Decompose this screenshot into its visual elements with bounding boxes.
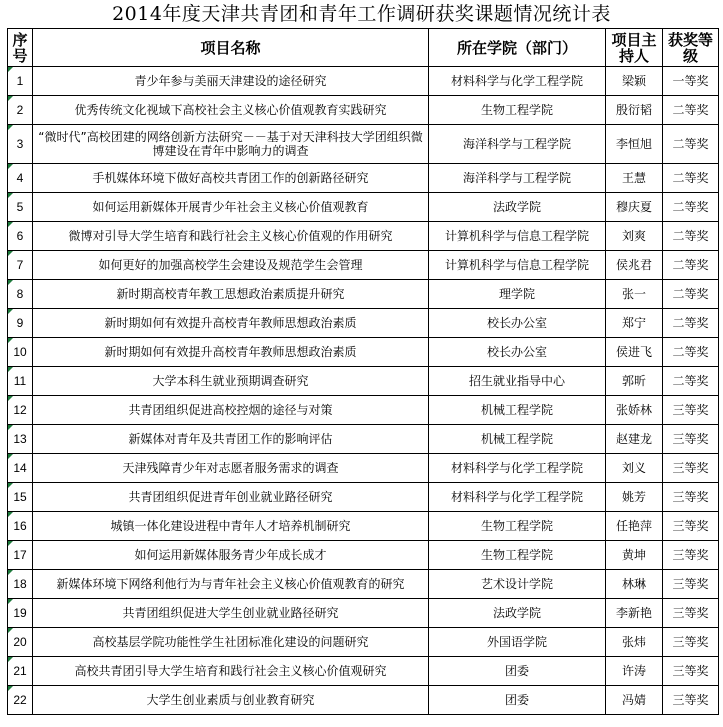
header-award-level[interactable]: 获奖等级 bbox=[663, 29, 719, 67]
cell-host[interactable]: 黄坤 bbox=[606, 541, 663, 570]
cell-project-name[interactable]: 共青团组织促进高校控烟的途径与对策 bbox=[33, 396, 429, 425]
cell-host[interactable]: 张一 bbox=[606, 280, 663, 309]
table-row bbox=[8, 309, 719, 338]
table-row bbox=[8, 396, 719, 425]
cell-school[interactable]: 外国语学院 bbox=[429, 628, 606, 657]
cell-project-name[interactable]: 如何运用新媒体开展青少年社会主义核心价值观教育 bbox=[33, 193, 429, 222]
cell-project-name[interactable]: 新时期如何有效提升高校青年教师思想政治素质 bbox=[33, 309, 429, 338]
cell-host[interactable]: 穆庆夏 bbox=[606, 193, 663, 222]
cell-award-level[interactable]: 二等奖 bbox=[663, 125, 719, 164]
cell-school[interactable]: 生物工程学院 bbox=[429, 96, 606, 125]
table-row bbox=[8, 251, 719, 280]
cell-award-level[interactable]: 三等奖 bbox=[663, 512, 719, 541]
cell-school[interactable]: 生物工程学院 bbox=[429, 512, 606, 541]
cell-index[interactable]: 16 bbox=[8, 512, 33, 541]
cell-award-level[interactable]: 三等奖 bbox=[663, 686, 719, 715]
cell-host[interactable]: 王慧 bbox=[606, 164, 663, 193]
cell-index[interactable]: 9 bbox=[8, 309, 33, 338]
cell-school[interactable]: 理学院 bbox=[429, 280, 606, 309]
cell-host[interactable]: 赵建龙 bbox=[606, 425, 663, 454]
cell-school[interactable]: 机械工程学院 bbox=[429, 396, 606, 425]
cell-index[interactable]: 11 bbox=[8, 367, 33, 396]
cell-award-level[interactable]: 一等奖 bbox=[663, 67, 719, 96]
cell-school[interactable]: 海洋科学与工程学院 bbox=[429, 125, 606, 164]
table-row bbox=[8, 96, 719, 125]
table-row bbox=[8, 67, 719, 96]
cell-project-name[interactable]: 共青团组织促进青年创业就业路径研究 bbox=[33, 483, 429, 512]
table-row bbox=[8, 164, 719, 193]
cell-index[interactable]: 19 bbox=[8, 599, 33, 628]
cell-school[interactable]: 计算机科学与信息工程学院 bbox=[429, 251, 606, 280]
cell-index[interactable]: 12 bbox=[8, 396, 33, 425]
cell-school[interactable]: 机械工程学院 bbox=[429, 425, 606, 454]
cell-award-level[interactable]: 三等奖 bbox=[663, 541, 719, 570]
cell-index[interactable]: 17 bbox=[8, 541, 33, 570]
cell-award-level[interactable]: 二等奖 bbox=[663, 251, 719, 280]
cell-index[interactable]: 14 bbox=[8, 454, 33, 483]
cell-project-name[interactable]: 新时期如何有效提升高校青年教师思想政治素质 bbox=[33, 338, 429, 367]
cell-index[interactable]: 15 bbox=[8, 483, 33, 512]
cell-award-level[interactable]: 三等奖 bbox=[663, 454, 719, 483]
cell-award-level[interactable]: 二等奖 bbox=[663, 96, 719, 125]
cell-host[interactable]: 冯婧 bbox=[606, 686, 663, 715]
cell-host[interactable]: 梁颖 bbox=[606, 67, 663, 96]
table-row bbox=[8, 454, 719, 483]
cell-school[interactable]: 校长办公室 bbox=[429, 338, 606, 367]
cell-school[interactable]: 材料科学与化学工程学院 bbox=[429, 67, 606, 96]
cell-index[interactable]: 21 bbox=[8, 657, 33, 686]
table-row bbox=[8, 425, 719, 454]
cell-index[interactable]: 22 bbox=[8, 686, 33, 715]
cell-school[interactable]: 材料科学与化学工程学院 bbox=[429, 454, 606, 483]
cell-school[interactable]: 招生就业指导中心 bbox=[429, 367, 606, 396]
cell-project-name[interactable]: 新媒体对青年及共青团工作的影响评估 bbox=[33, 425, 429, 454]
cell-index[interactable]: 2 bbox=[8, 96, 33, 125]
cell-host[interactable]: 李新艳 bbox=[606, 599, 663, 628]
cell-school[interactable]: 法政学院 bbox=[429, 193, 606, 222]
cell-project-name[interactable]: 如何更好的加强高校学生会建设及规范学生会管理 bbox=[33, 251, 429, 280]
table-row bbox=[8, 280, 719, 309]
cell-index[interactable]: 7 bbox=[8, 251, 33, 280]
cell-award-level[interactable]: 二等奖 bbox=[663, 338, 719, 367]
cell-project-name[interactable]: 如何运用新媒体服务青少年成长成才 bbox=[33, 541, 429, 570]
cell-school[interactable]: 团委 bbox=[429, 657, 606, 686]
table-row bbox=[8, 367, 719, 396]
cell-host[interactable]: 任艳萍 bbox=[606, 512, 663, 541]
cell-award-level[interactable]: 二等奖 bbox=[663, 164, 719, 193]
cell-index[interactable]: 6 bbox=[8, 222, 33, 251]
cell-project-name[interactable]: 共青团组织促进大学生创业就业路径研究 bbox=[33, 599, 429, 628]
table-row bbox=[8, 338, 719, 367]
table-row bbox=[8, 541, 719, 570]
cell-host[interactable]: 刘爽 bbox=[606, 222, 663, 251]
cell-award-level[interactable]: 二等奖 bbox=[663, 309, 719, 338]
cell-index[interactable]: 10 bbox=[8, 338, 33, 367]
cell-index[interactable]: 3 bbox=[8, 125, 33, 164]
table-row bbox=[8, 125, 719, 164]
table-row bbox=[8, 193, 719, 222]
cell-award-level[interactable]: 三等奖 bbox=[663, 425, 719, 454]
table-row bbox=[8, 222, 719, 251]
cell-project-name[interactable]: 优秀传统文化视域下高校社会主义核心价值观教育实践研究 bbox=[33, 96, 429, 125]
cell-project-name[interactable]: 高校基层学院功能性学生社团标准化建设的问题研究 bbox=[33, 628, 429, 657]
cell-school[interactable]: 材料科学与化学工程学院 bbox=[429, 483, 606, 512]
cell-host[interactable]: 姚芳 bbox=[606, 483, 663, 512]
header-project-name[interactable]: 项目名称 bbox=[33, 29, 429, 67]
cell-host[interactable]: 许涛 bbox=[606, 657, 663, 686]
cell-host[interactable]: 张炜 bbox=[606, 628, 663, 657]
table-row bbox=[8, 599, 719, 628]
cell-host[interactable]: 郑宁 bbox=[606, 309, 663, 338]
cell-host[interactable]: 殷衍韬 bbox=[606, 96, 663, 125]
header-host[interactable]: 项目主持人 bbox=[606, 29, 663, 67]
cell-host[interactable]: 刘义 bbox=[606, 454, 663, 483]
cell-index[interactable]: 20 bbox=[8, 628, 33, 657]
cell-index[interactable]: 8 bbox=[8, 280, 33, 309]
sheet-title: 2014年度天津共青团和青年工作调研获奖课题情况统计表 bbox=[112, 3, 611, 25]
header-index[interactable]: 序号 bbox=[8, 29, 33, 67]
cell-project-name[interactable]: 微博对引导大学生培育和践行社会主义核心价值观的作用研究 bbox=[33, 222, 429, 251]
table-row bbox=[8, 628, 719, 657]
cell-award-level[interactable]: 二等奖 bbox=[663, 280, 719, 309]
table-row bbox=[8, 686, 719, 715]
header-school[interactable]: 所在学院（部门） bbox=[429, 29, 606, 67]
cell-award-level[interactable]: 二等奖 bbox=[663, 193, 719, 222]
cell-host[interactable]: 张娇林 bbox=[606, 396, 663, 425]
cell-host[interactable]: 林琳 bbox=[606, 570, 663, 599]
cell-index[interactable]: 5 bbox=[8, 193, 33, 222]
cell-award-level[interactable]: 三等奖 bbox=[663, 483, 719, 512]
cell-index[interactable]: 18 bbox=[8, 570, 33, 599]
cell-school[interactable]: 生物工程学院 bbox=[429, 541, 606, 570]
cell-project-name[interactable]: 城镇一体化建设进程中青年人才培养机制研究 bbox=[33, 512, 429, 541]
table-row bbox=[8, 570, 719, 599]
awards-table bbox=[7, 28, 719, 715]
cell-award-level[interactable]: 三等奖 bbox=[663, 570, 719, 599]
cell-project-name[interactable]: 青少年参与美丽天津建设的途径研究 bbox=[33, 67, 429, 96]
cell-award-level[interactable]: 二等奖 bbox=[663, 367, 719, 396]
cell-award-level[interactable]: 二等奖 bbox=[663, 222, 719, 251]
cell-project-name[interactable]: 高校共青团引导大学生培育和践行社会主义核心价值观研究 bbox=[33, 657, 429, 686]
cell-school[interactable]: 校长办公室 bbox=[429, 309, 606, 338]
cell-award-level[interactable]: 三等奖 bbox=[663, 628, 719, 657]
header-row bbox=[8, 29, 719, 67]
cell-award-level[interactable]: 三等奖 bbox=[663, 657, 719, 686]
cell-school[interactable]: 计算机科学与信息工程学院 bbox=[429, 222, 606, 251]
cell-project-name[interactable]: 新媒体环境下网络利他行为与青年社会主义核心价值观教育的研究 bbox=[33, 570, 429, 599]
cell-host[interactable]: 郭昕 bbox=[606, 367, 663, 396]
table-row bbox=[8, 512, 719, 541]
table-row bbox=[8, 483, 719, 512]
cell-project-name[interactable]: 新时期高校青年教工思想政治素质提升研究 bbox=[33, 280, 429, 309]
cell-school[interactable]: 艺术设计学院 bbox=[429, 570, 606, 599]
cell-project-name[interactable]: 手机媒体环境下做好高校共青团工作的创新路径研究 bbox=[33, 164, 429, 193]
table-row bbox=[8, 657, 719, 686]
cell-project-name[interactable]: “微时代”高校团建的网络创新方法研究－－基于对天津科技大学团组织微博建设在青年中影响力的调查 bbox=[33, 125, 429, 164]
cell-award-level[interactable]: 三等奖 bbox=[663, 599, 719, 628]
cell-project-name[interactable]: 大学生创业素质与创业教育研究 bbox=[33, 686, 429, 715]
cell-school[interactable]: 团委 bbox=[429, 686, 606, 715]
cell-school[interactable]: 法政学院 bbox=[429, 599, 606, 628]
cell-host[interactable]: 侯兆君 bbox=[606, 251, 663, 280]
cell-project-name[interactable]: 天津残障青少年对志愿者服务需求的调查 bbox=[33, 454, 429, 483]
cell-index[interactable]: 4 bbox=[8, 164, 33, 193]
cell-host[interactable]: 李恒旭 bbox=[606, 125, 663, 164]
cell-index[interactable]: 13 bbox=[8, 425, 33, 454]
cell-award-level[interactable]: 三等奖 bbox=[663, 396, 719, 425]
cell-index[interactable]: 1 bbox=[8, 67, 33, 96]
cell-host[interactable]: 侯进飞 bbox=[606, 338, 663, 367]
cell-school[interactable]: 海洋科学与工程学院 bbox=[429, 164, 606, 193]
cell-project-name[interactable]: 大学本科生就业预期调查研究 bbox=[33, 367, 429, 396]
